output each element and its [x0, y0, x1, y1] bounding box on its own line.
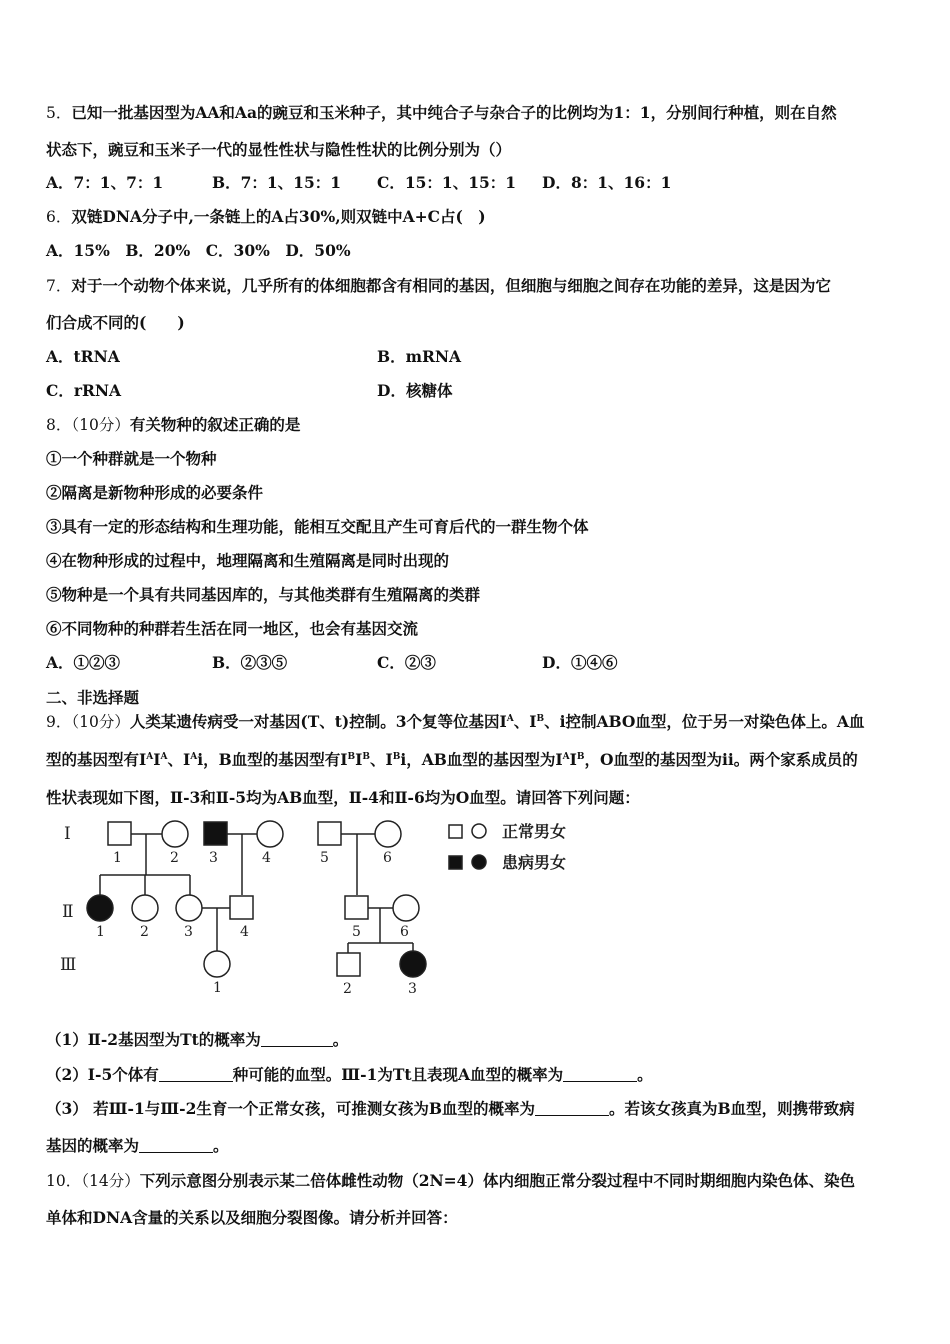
q7-option-d: D．核糖体	[377, 381, 453, 400]
q8-stem: 8．（10分）有关物种的叙述正确的是	[46, 415, 301, 434]
iii1-normal-female	[204, 951, 230, 977]
q7-option-a: A．tRNA	[46, 347, 120, 366]
ii4-normal-male	[230, 896, 253, 919]
q8-item-3: ③具有一定的形态结构和生理功能，能相互交配且产生可育后代的一群生物个体	[46, 517, 589, 536]
label-i6: 6	[383, 850, 392, 866]
answer-blank-1[interactable]	[261, 1032, 333, 1047]
q8-option-a: A．①②③	[46, 653, 121, 672]
q5-line2: 状态下，豌豆和玉米子一代的显性性状与隐性性状的比例分别为（）	[46, 140, 512, 159]
q10-line1: 10．（14分）下列示意图分别表示某二倍体雌性动物（2N=4）体内细胞正常分裂过程中不同时期细胞内染色体、染色	[46, 1171, 855, 1190]
q8-item-2: ②隔离是新物种形成的必要条件	[46, 483, 264, 502]
q5-option-c: C．15：1、15：1	[377, 173, 517, 192]
q8-item-1: ①一个种群就是一个物种	[46, 449, 217, 468]
pedigree-chart	[50, 815, 630, 1005]
q7-option-c: C．rRNA	[46, 381, 122, 400]
ii3-normal-female	[176, 895, 202, 921]
legend-normal-label: 正常男女	[502, 822, 567, 841]
q5-option-b: B．7：1、15：1	[212, 173, 342, 192]
label-ii1: 1	[96, 924, 105, 940]
label-ii3: 3	[184, 924, 193, 940]
q8-option-b: B．②③⑤	[212, 653, 288, 672]
answer-blank-4[interactable]	[535, 1101, 609, 1116]
q8-item-4: ④在物种形成的过程中，地理隔离和生殖隔离是同时出现的	[46, 551, 450, 570]
answer-blank-2[interactable]	[159, 1067, 233, 1082]
generation-label-2: Ⅱ	[62, 902, 74, 922]
ii2-normal-female	[132, 895, 158, 921]
label-iii1: 1	[213, 980, 222, 996]
q9-line1: 9．（10分）人类某遗传病受一对基因(T、t)控制。3个复等位基因$I^A$、$I^B$、i控制ABO血型，位于另一对染色体上。A血	[46, 712, 865, 731]
ii6-normal-female	[393, 895, 419, 921]
q9-sub1: （1）Ⅱ-2基因型为Tt的概率为 。	[46, 1030, 349, 1049]
q7-line1: 7．对于一个动物个体来说，几乎所有的体细胞都含有相同的基因，但细胞与细胞之间存在功能的差异，这是因为它	[46, 276, 831, 295]
q9-line3: 性状表现如下图，Ⅱ-3和Ⅱ-5均为AB血型，Ⅱ-4和Ⅱ-6均为O血型。请回答下列问题：	[46, 788, 640, 807]
label-iii2: 2	[343, 981, 352, 997]
iii3-affected-female	[400, 951, 426, 977]
ii1-affected-female	[87, 895, 113, 921]
generation-label-3: Ⅲ	[60, 955, 77, 975]
section-heading: 二、非选择题	[46, 688, 140, 707]
answer-blank-3[interactable]	[563, 1067, 637, 1082]
legend-affected-male-icon	[449, 856, 462, 869]
legend-normal-male-icon	[449, 825, 462, 838]
label-ii2: 2	[140, 924, 149, 940]
label-i5: 5	[320, 850, 329, 866]
answer-blank-5[interactable]	[139, 1138, 213, 1153]
i3-affected-male	[204, 822, 227, 845]
q7-line2: 们合成不同的( )	[46, 313, 185, 332]
i6-normal-female	[375, 821, 401, 847]
label-iii3: 3	[408, 981, 417, 997]
i4-normal-female	[257, 821, 283, 847]
ii5-normal-male	[345, 896, 368, 919]
label-i3: 3	[209, 850, 218, 866]
q6-options: A．15% B．20% C．30% D．50%	[46, 241, 351, 260]
q10-line2: 单体和DNA含量的关系以及细胞分裂图像。请分析并回答：	[46, 1208, 458, 1227]
label-ii5: 5	[352, 924, 361, 940]
q7-option-b: B．mRNA	[377, 347, 462, 366]
label-i4: 4	[262, 850, 271, 866]
q5-line1: 5．已知一批基因型为AA和Aa的豌豆和玉米种子，其中纯合子与杂合子的比例均为1：1，分别间行种植，则在自然	[46, 103, 837, 122]
label-i1: 1	[113, 850, 122, 866]
generation-label-1: Ⅰ	[64, 824, 71, 844]
q9-sub3-line1: （3） 若Ⅲ-1与Ⅲ-2生育一个正常女孩，可推测女孩为B血型的概率为 。若该女孩真为B血型，则携带致病	[46, 1099, 855, 1118]
i5-normal-male	[318, 822, 341, 845]
label-i2: 2	[170, 850, 179, 866]
q9-sub2: （2）Ⅰ-5个体有 种可能的血型。Ⅲ-1为Tt且表现A血型的概率为 。	[46, 1065, 653, 1084]
iii2-normal-male	[337, 953, 360, 976]
q9-sub3-line2: 基因的概率为 。	[46, 1136, 229, 1155]
q5-option-a: A．7：1、7：1	[46, 173, 164, 192]
q8-option-c: C．②③	[377, 653, 436, 672]
i1-normal-male	[108, 822, 131, 845]
q8-item-5: ⑤物种是一个具有共同基因库的，与其他类群有生殖隔离的类群	[46, 585, 481, 604]
label-ii4: 4	[240, 924, 249, 940]
label-ii6: 6	[400, 924, 409, 940]
q8-item-6: ⑥不同物种的种群若生活在同一地区，也会有基因交流	[46, 619, 419, 638]
q5-option-d: D．8：1、16：1	[542, 173, 672, 192]
i2-normal-female	[162, 821, 188, 847]
legend-affected-female-icon	[472, 855, 486, 869]
q8-option-d: D．①④⑥	[542, 653, 618, 672]
legend-affected-label: 患病男女	[502, 853, 567, 872]
q9-line2: 型的基因型有$I^AI^A$、$I^Ai$，B血型的基因型有$I^BI^B$、$I^Bi$，AB血型的基因型为$I^AI^B$，O血型的基因型为ii。两个家系成员的	[46, 750, 858, 769]
q6-stem: 6．双链DNA分子中,一条链上的A占30%,则双链中A+C占( )	[46, 207, 486, 226]
legend-normal-female-icon	[472, 824, 486, 838]
